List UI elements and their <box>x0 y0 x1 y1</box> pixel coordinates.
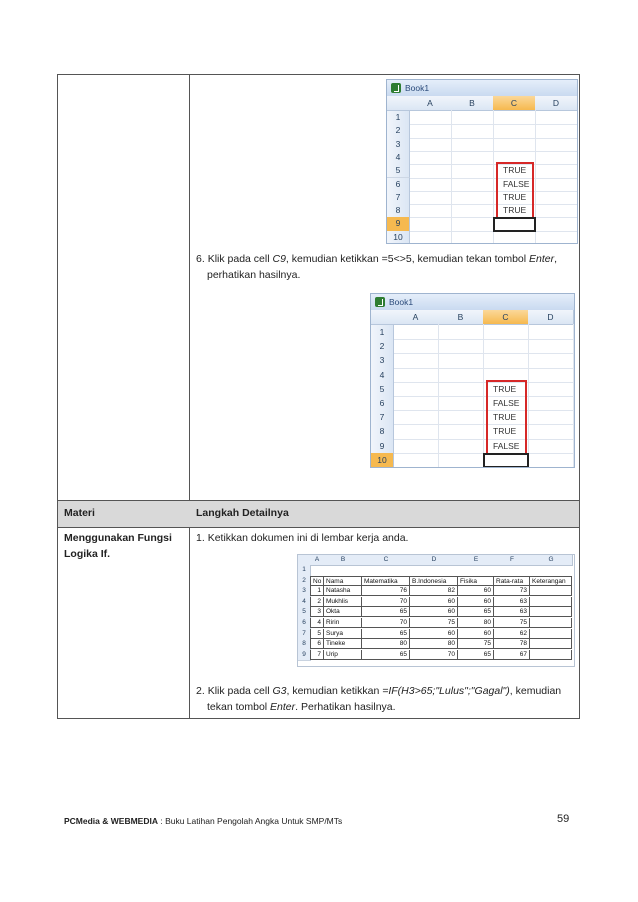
table-cell: 5 <box>310 629 324 639</box>
table-border-top <box>57 74 580 75</box>
step-6-text-1: Klik pada cell <box>207 253 273 265</box>
table-cell: Okta <box>324 607 362 617</box>
cell-C6: FALSE <box>493 398 520 408</box>
step-6-text-2: , kemudian ketikkan =5<>5, kemudian tekan tombol <box>285 253 530 265</box>
table-column-divider <box>189 74 190 719</box>
table-cell: Mukhlis <box>324 597 362 607</box>
table-cell: 65 <box>362 650 410 660</box>
row-header-8: 8 <box>298 639 311 651</box>
table-cell: 82 <box>410 586 458 596</box>
table-cell: 60 <box>410 629 458 639</box>
table-cell: 65 <box>362 607 410 617</box>
table-cell: 67 <box>494 650 530 660</box>
header-materi: Materi <box>64 507 95 519</box>
select-all-corner <box>387 96 410 111</box>
select-all-corner <box>371 310 394 325</box>
table-cell: 60 <box>458 586 494 596</box>
table-cell: 65 <box>362 629 410 639</box>
excel-title-bar <box>371 294 574 311</box>
table-cell: 80 <box>458 618 494 628</box>
row-header-1: 1 <box>371 325 394 340</box>
table-cell: 4 <box>310 618 324 628</box>
row-header-4: 4 <box>298 597 311 609</box>
table-cell: 70 <box>362 597 410 607</box>
column-header-D: D <box>535 96 578 111</box>
row-header-10: 10 <box>387 231 410 244</box>
header-cell: Keterangan <box>530 576 572 586</box>
row-header-6: 6 <box>371 396 394 411</box>
workbook-title: Book1 <box>389 297 414 307</box>
footer-text <box>64 816 342 826</box>
step-6-number: 6. <box>196 253 205 265</box>
column-header-A: A <box>310 555 325 566</box>
step-2-formula: =IF(H3>65;"Lulus";"Gagal") <box>382 685 510 697</box>
gridline <box>528 324 529 468</box>
row-header-5: 5 <box>387 164 410 178</box>
table-cell <box>530 597 572 607</box>
cell-C7: TRUE <box>503 191 527 202</box>
header-langkah: Langkah Detailnya <box>196 507 289 519</box>
header-cell: No <box>310 576 324 586</box>
row-header-7: 7 <box>387 191 410 205</box>
step-6-text-3: , <box>554 253 558 265</box>
header-cell: Fisika <box>458 576 494 586</box>
column-header-E: E <box>458 555 495 566</box>
row-header-9: 9 <box>371 439 394 454</box>
excel-icon <box>375 297 385 307</box>
page-number: 59 <box>557 813 570 825</box>
step-6 <box>196 252 581 267</box>
table-cell <box>530 629 572 639</box>
table-cell: 75 <box>494 618 530 628</box>
row-header-1: 1 <box>298 565 311 577</box>
row-header-7: 7 <box>371 410 394 425</box>
table-cell: 75 <box>458 639 494 649</box>
table-cell <box>530 586 572 596</box>
gridline <box>577 110 578 244</box>
table-cell: 3 <box>310 607 324 617</box>
table-cell <box>530 618 572 628</box>
gridline <box>451 110 452 244</box>
materi-title-line1: Menggunakan Fungsi <box>64 532 172 544</box>
row-header-1: 1 <box>387 111 410 125</box>
row-header-3: 3 <box>387 138 410 152</box>
step-2-text-1: Klik pada cell <box>207 685 273 697</box>
table-cell: Urip <box>324 650 362 660</box>
step-2-line2 <box>207 700 396 715</box>
table-cell: 62 <box>494 629 530 639</box>
row-header-6: 6 <box>387 178 410 192</box>
step-2-key: Enter <box>270 701 296 713</box>
cell-C8: TRUE <box>503 205 527 216</box>
step-6-cell: C9 <box>272 253 286 265</box>
gridline <box>573 324 574 468</box>
cell-C7: TRUE <box>493 412 517 423</box>
header-cell: B.Indonesia <box>410 576 458 586</box>
table-cell: 65 <box>458 650 494 660</box>
table-cell: 60 <box>458 597 494 607</box>
row-header-3: 3 <box>371 353 394 368</box>
step-2-number: 2. <box>196 685 205 697</box>
row-header-3: 3 <box>298 586 311 598</box>
gridline <box>438 324 439 468</box>
row-header-4: 4 <box>387 151 410 165</box>
step-2 <box>196 684 581 699</box>
row-header-2: 2 <box>387 124 410 138</box>
column-header-C: C <box>483 310 529 325</box>
column-header-D: D <box>528 310 574 325</box>
step-2-text-5: . Perhatikan hasilnya. <box>295 701 396 713</box>
table-cell: 6 <box>310 639 324 649</box>
step-6-line2: perhatikan hasilnya. <box>207 269 301 281</box>
column-header-B: B <box>324 555 363 566</box>
excel-data-table <box>297 554 575 667</box>
table-border-left <box>57 74 58 719</box>
column-header-C: C <box>362 555 411 566</box>
step-1-text: Ketikkan dokumen ini di lembar kerja anda. <box>207 532 409 544</box>
column-header-C: C <box>493 96 536 111</box>
gridline <box>393 467 573 468</box>
header-cell: Nama <box>324 576 362 586</box>
result-highlight-box <box>486 380 527 455</box>
row-header-8: 8 <box>371 424 394 439</box>
column-header-B: B <box>451 96 494 111</box>
row-header-10: 10 <box>371 453 394 468</box>
table-border-bottom <box>57 718 580 719</box>
table-cell: Natasha <box>324 586 362 596</box>
table-cell: 76 <box>362 586 410 596</box>
column-header-A: A <box>393 310 439 325</box>
table-cell: 70 <box>410 650 458 660</box>
active-cell-cursor <box>493 217 536 231</box>
gridline <box>483 324 484 468</box>
row-header-2: 2 <box>371 339 394 354</box>
row-header-7: 7 <box>298 629 311 641</box>
table-cell: Ririn <box>324 618 362 628</box>
step-1-number: 1. <box>196 532 205 544</box>
column-header-F: F <box>494 555 531 566</box>
step-2-text-3: , kemudian <box>509 685 562 697</box>
excel-screenshot-1 <box>386 79 578 244</box>
table-cell: 7 <box>310 650 324 660</box>
cell-C5: TRUE <box>493 383 517 394</box>
cell-C8: TRUE <box>493 426 517 437</box>
row-header-6: 6 <box>298 618 311 630</box>
cell-C6: FALSE <box>503 178 530 189</box>
column-header-B: B <box>438 310 484 325</box>
row-header-5: 5 <box>371 382 394 397</box>
table-cell: 1 <box>310 586 324 596</box>
table-cell: 70 <box>362 618 410 628</box>
table-row-divider-2 <box>57 527 580 528</box>
excel-title-bar <box>387 80 577 97</box>
table-cell: 63 <box>494 597 530 607</box>
materi-title-line2: Logika If. <box>64 548 111 560</box>
excel-screenshot-2 <box>370 293 575 468</box>
table-cell: 80 <box>410 639 458 649</box>
row-header-8: 8 <box>387 204 410 218</box>
table-border-right <box>579 74 580 719</box>
active-cell-cursor <box>483 453 529 468</box>
row-header-9: 9 <box>387 217 410 231</box>
table-header-background <box>58 501 579 527</box>
cell-C5: TRUE <box>503 165 527 176</box>
header-cell: Matematika <box>362 576 410 586</box>
table-cell: 73 <box>494 586 530 596</box>
row-header-4: 4 <box>371 368 394 383</box>
step-2-text-2: , kemudian ketikkan <box>286 685 383 697</box>
workbook-title: Book1 <box>405 83 430 93</box>
table-cell: 80 <box>362 639 410 649</box>
cell-C9: FALSE <box>493 440 520 451</box>
row-header-2: 2 <box>298 576 311 588</box>
table-cell: Surya <box>324 629 362 639</box>
result-highlight-box <box>496 162 534 219</box>
table-cell: 75 <box>410 618 458 628</box>
table-cell: 60 <box>410 597 458 607</box>
excel-icon <box>391 83 401 93</box>
column-header-G: G <box>530 555 573 566</box>
table-cell: 78 <box>494 639 530 649</box>
table-cell: 63 <box>494 607 530 617</box>
step-1 <box>196 531 408 546</box>
table-cell: 60 <box>410 607 458 617</box>
column-header-A: A <box>409 96 452 111</box>
step-6-key: Enter <box>529 253 555 265</box>
table-cell <box>530 650 572 660</box>
table-cell: 65 <box>458 607 494 617</box>
step-2-cell: G3 <box>272 685 287 697</box>
table-cell <box>530 639 572 649</box>
header-cell: Rata-rata <box>494 576 530 586</box>
row-header-5: 5 <box>298 607 311 619</box>
column-header-D: D <box>410 555 459 566</box>
footer-subtitle: : Buku Latihan Pengolah Angka Untuk SMP/MTs <box>157 816 343 826</box>
table-cell: Tineke <box>324 639 362 649</box>
table-cell: 2 <box>310 597 324 607</box>
table-cell: 60 <box>458 629 494 639</box>
footer-brand: PCMedia & WEBMEDIA <box>64 816 158 826</box>
row-header-9: 9 <box>298 650 311 662</box>
step-2-text-4: tekan tombol <box>207 701 271 713</box>
table-cell <box>530 607 572 617</box>
